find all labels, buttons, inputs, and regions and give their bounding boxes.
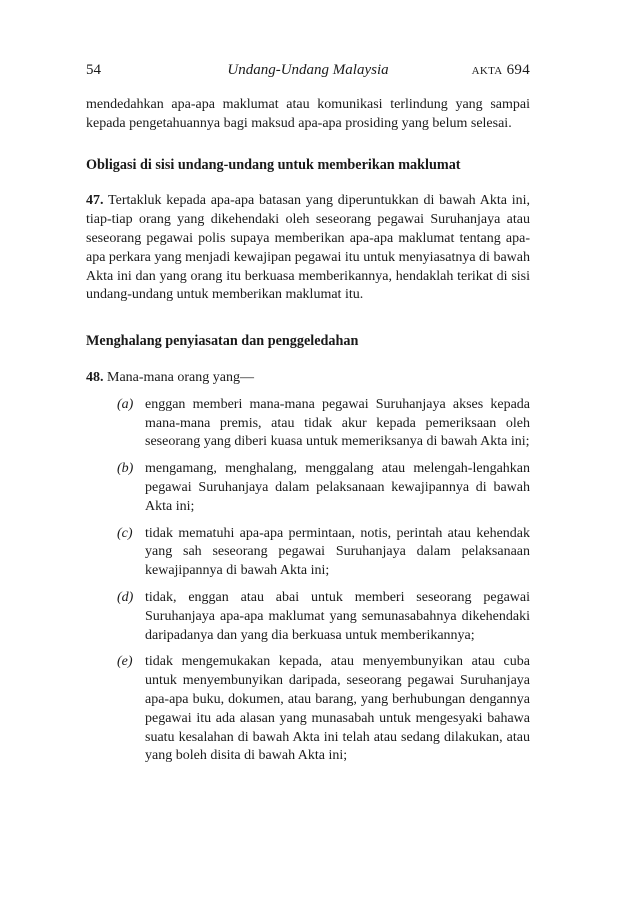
item-label: (e) — [117, 654, 133, 670]
item-text: tidak mengemukakan kepada, atau menyembunyikan atau cuba untuk menyembunyikan daripada, seseorang pegawai Suruhanjaya apa-apa buku, dokumen, atau barang, yang berhubungan dengannya pegawai itu ada alasan yang munasabah untuk mengesyaki bahawa suatu kesalahan di bawah Akta ini telah atau sedang dilakukan, atau yang boleh disita di bawah Akta ini; — [145, 654, 530, 764]
section-48-items — [86, 396, 530, 766]
section-48-lead — [86, 369, 530, 388]
item-text: enggan memberi mana-mana pegawai Suruhanjaya akses kepada mana-mana premis, atau tidak akur kepada pemeriksaan oleh seseorang yang diberi kuasa untuk memeriksanya di bawah Akta ini; — [145, 396, 530, 450]
item-text: mengamang, menghalang, menggalang atau melengah-lengahkan pegawai Suruhanjaya dalam pelaksanaan kewajipannya di bawah Akta ini; — [145, 461, 530, 514]
header-title: Undang-Undang Malaysia — [227, 62, 389, 78]
document-body — [86, 96, 530, 774]
item-label: (b) — [117, 461, 134, 477]
list-item — [86, 653, 530, 766]
list-item — [86, 589, 530, 645]
act-number: 694 — [506, 62, 530, 78]
section-47-number: 47. — [86, 193, 104, 209]
item-text: tidak mematuhi apa-apa permintaan, notis, perintah atau kehendak yang sah seseorang pegawai Suruhanjaya dalam pelaksanaan kewajipannya di bawah Akta ini; — [145, 525, 530, 579]
section-48-lead-text: Mana-mana orang yang— — [107, 369, 254, 385]
act-reference — [472, 62, 530, 79]
page-number: 54 — [86, 62, 101, 78]
list-item — [86, 396, 530, 452]
section-48-number: 48. — [86, 369, 104, 385]
item-text: tidak, enggan atau abai untuk memberi seseorang pegawai Suruhanjaya apa-apa maklumat yang semunasabahnya dikehendaki daripadanya dan yang dia berkuasa untuk memberikannya; — [145, 589, 530, 643]
act-label: AKTA — [471, 65, 503, 77]
section-47-body — [86, 192, 530, 305]
intro-paragraph: mendedahkan apa-apa maklumat atau komunikasi terlindung yang sampai kepada pengetahuannya bagi maksud apa-apa prosiding yang belum selesai. — [86, 97, 530, 131]
item-label: (c) — [117, 525, 133, 541]
running-header — [86, 62, 530, 82]
section-47-heading: Obligasi di sisi undang-undang untuk memberikan maklumat — [86, 156, 461, 173]
list-item — [86, 525, 530, 581]
list-item — [86, 460, 530, 516]
item-label: (d) — [117, 589, 134, 605]
item-label: (a) — [117, 396, 134, 412]
section-47-text: Tertakluk kepada apa-apa batasan yang diperuntukkan di bawah Akta ini, tiap-tiap orang yang dikehendaki oleh seseorang pegawai Suruhanjaya atau seseorang pegawai polis supaya memberikan apa-apa maklumat tentang apa-apa perkara yang menjadi kewajipan pegawai itu untuk menyiasatnya di bawah Akta ini dan yang orang itu berkuasa memberikannya, hendaklah terikat di sisi undang-undang untuk memberikan maklumat itu. — [86, 193, 530, 303]
section-48-heading: Menghalang penyiasatan dan penggeledahan — [86, 333, 359, 350]
